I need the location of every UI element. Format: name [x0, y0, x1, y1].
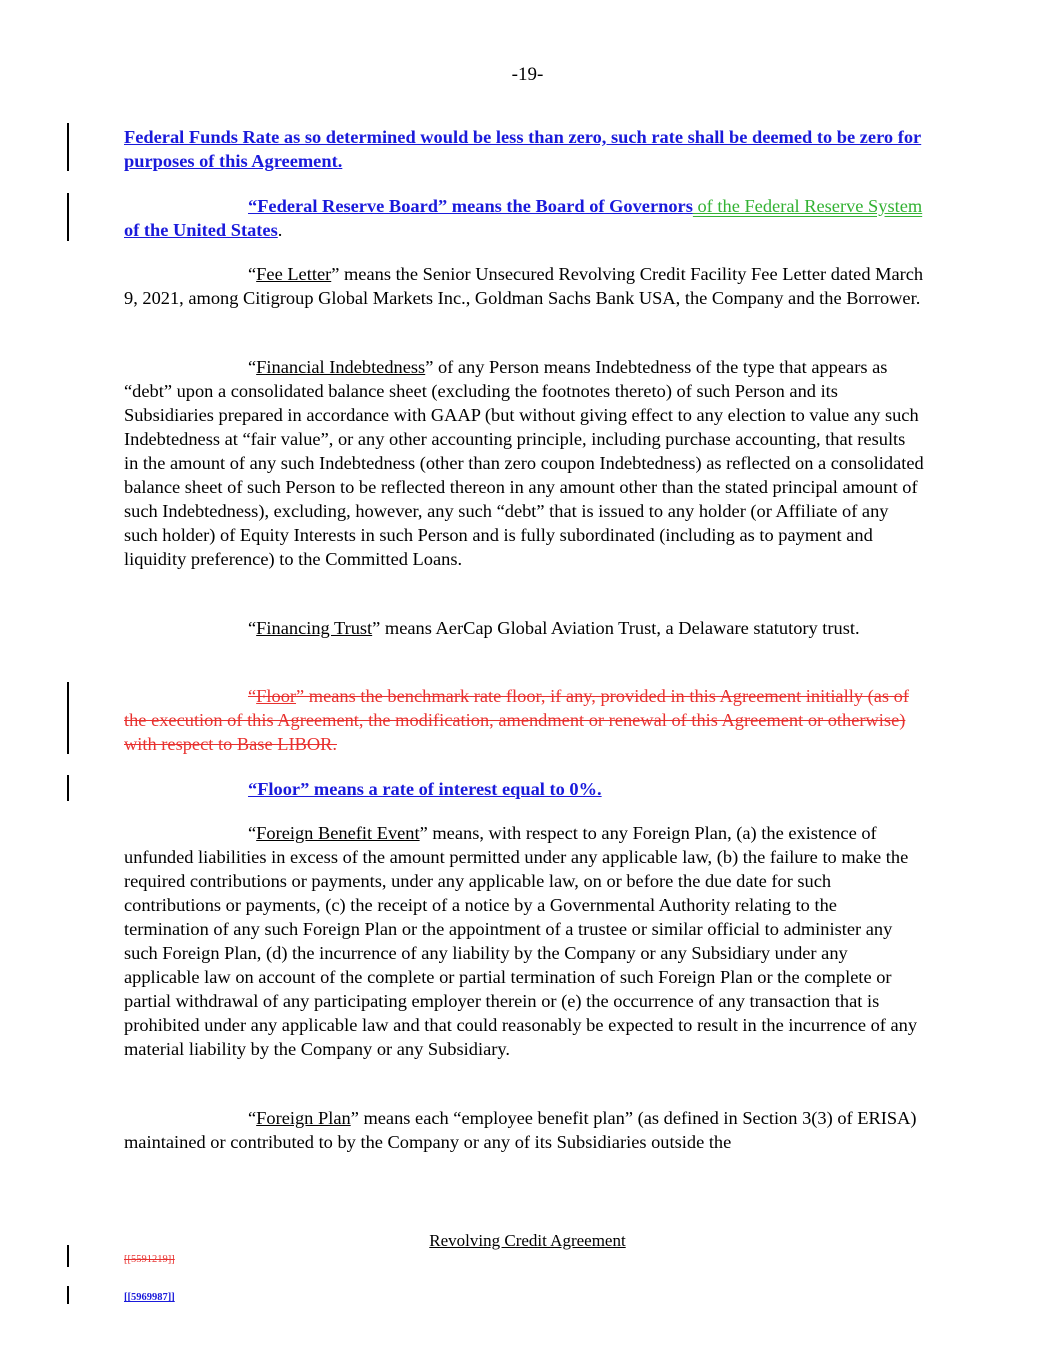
footer-title: Revolving Credit Agreement — [429, 1231, 626, 1250]
definition-text: ” means each “employee benefit plan” (as defined in Section 3(3) of ERISA) maintained or contributed to by the Company or any of its Subsidiaries outside the — [124, 1108, 917, 1152]
definition-floor-deleted — [124, 684, 924, 756]
open-quote: “ — [248, 1108, 257, 1128]
definition-foreign-plan — [124, 1106, 924, 1154]
open-quote: “ — [248, 618, 257, 638]
definition-federal-reserve-board — [124, 194, 924, 242]
moved-text: of the Federal Reserve System — [692, 196, 923, 216]
inserted-text: “Floor” means a rate of interest equal to 0%. — [248, 779, 602, 799]
change-bar — [67, 775, 69, 801]
defined-term: Financial Indebtedness — [256, 357, 426, 377]
definition-financial-indebtedness — [124, 355, 924, 571]
open-quote: “ — [248, 686, 257, 706]
inserted-text: Federal Funds Rate as so determined would be less than zero, such rate shall be deemed to be zero for purposes of this Agreement. — [124, 127, 922, 171]
defined-term: Floor — [256, 686, 297, 706]
doc-id-deleted: [[5591219]] — [124, 1254, 175, 1265]
definition-fee-letter — [124, 262, 924, 310]
change-bar — [67, 123, 69, 171]
doc-id-inserted: [[5969987]] — [124, 1292, 175, 1303]
inserted-text: of the United States — [124, 220, 278, 240]
plain-text: . — [277, 220, 283, 240]
change-bar — [67, 1286, 69, 1304]
definition-federal-funds-rate-continued — [124, 125, 924, 173]
change-bar — [67, 682, 69, 754]
definition-text: ” means the Senior Unsecured Revolving Credit Facility Fee Letter dated March 9, 2021, among Citigroup Global Markets Inc., Goldman Sachs Bank USA, the Company and the Borrower. — [124, 264, 924, 308]
inserted-text: “Federal Reserve Board” means the Board of Governors — [248, 196, 693, 216]
open-quote: “ — [248, 264, 257, 284]
defined-term: Fee Letter — [256, 264, 332, 284]
open-quote: “ — [248, 357, 257, 377]
page-number: -19- — [511, 64, 544, 85]
definition-text: ” means AerCap Global Aviation Trust, a Delaware statutory trust. — [372, 618, 860, 638]
change-bar — [67, 193, 69, 241]
definition-floor-inserted — [124, 777, 924, 801]
deleted-text: ” means the benchmark rate floor, if any, provided in this Agreement initially (as of the execution of this Agreement, the modification, amendment or renewal of this Agreement or otherwise) with respect to Base LIBOR. — [124, 686, 909, 754]
defined-term: Foreign Benefit Event — [256, 823, 420, 843]
defined-term: Financing Trust — [256, 618, 373, 638]
definition-text: ” means, with respect to any Foreign Plan, (a) the existence of unfunded liabilities in excess of the amount permitted under any applicable law, (b) the failure to make the required contributions or payments, under any applicable law, on or before the due date for such contributions or payments, (c) the receipt of a notice by a Governmental Authority relating to the termination of any such Foreign Plan or the appointment of a trustee or similar official to administer any such Foreign Plan, (d) the incurrence of any liability by the Company or any Subsidiary under any applicable law on account of the complete or partial termination of such Foreign Plan or the complete or partial withdrawal of any participating employer therein or (e) the occurrence of any transaction that is prohibited under any applicable law and that could reasonably be expected to result in the incurrence of any material liability by the Company or any Subsidiary. — [124, 823, 918, 1059]
definition-financing-trust — [124, 616, 924, 640]
open-quote: “ — [248, 823, 257, 843]
definition-text: ” of any Person means Indebtedness of the type that appears as “debt” upon a consolidated balance sheet (excluding the footnotes thereto) of such Person and its Subsidiaries prepared in accordance with GAAP (but without giving effect to any election to value any such Indebtedness at “fair value”, or any other accounting principle, including purchase accounting, that results in the amount of any such Indebtedness (other than zero coupon Indebtedness) as reflected on a consolidated balance sheet of such Person to be reflected thereon in any amount other than the stated principal amount of such Indebtedness), excluding, however, any such “debt” that is issued to any holder (or Affiliate of any such holder) of Equity Interests in such Person and is fully subordinated (including as to payment and liquidity preference) to the Committed Loans. — [124, 357, 924, 569]
defined-term: Foreign Plan — [256, 1108, 351, 1128]
definition-foreign-benefit-event — [124, 821, 924, 1061]
